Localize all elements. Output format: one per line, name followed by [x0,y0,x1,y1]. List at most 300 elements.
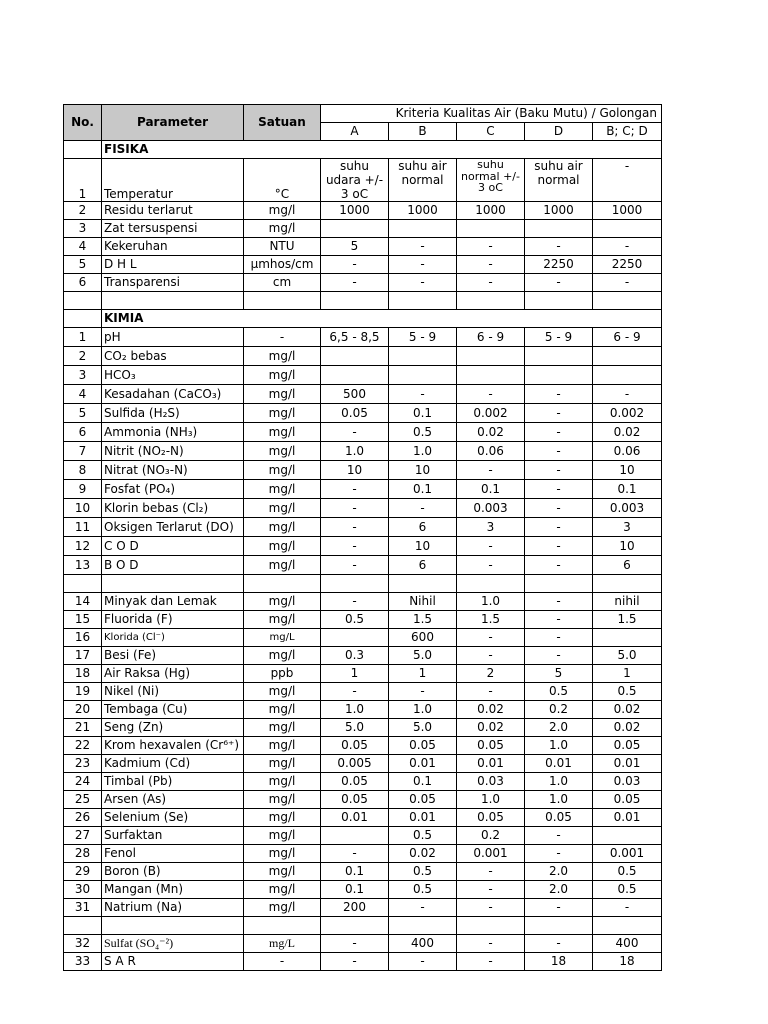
row-parameter: Tembaga (Cu) [102,701,244,719]
value-a: 6,5 - 8,5 [321,328,389,347]
row-parameter: B O D [102,556,244,575]
value-c: - [457,953,525,971]
row-number: 5 [64,256,102,274]
row-number: 7 [64,442,102,461]
row-unit: mg/l [244,791,321,809]
value-d: 5 [525,665,593,683]
value-bcd: 0.03 [593,773,662,791]
value-a: 10 [321,461,389,480]
row-parameter: Klorin bebas (Cl₂) [102,499,244,518]
value-bcd: 6 - 9 [593,328,662,347]
row-parameter: Nikel (Ni) [102,683,244,701]
value-d: - [525,385,593,404]
value-c: - [457,683,525,701]
blank-cell [525,292,593,310]
table-row [64,629,662,647]
value-d: 0.2 [525,701,593,719]
value-d: 1.0 [525,791,593,809]
value-c: 0.02 [457,701,525,719]
row-unit: mg/l [244,845,321,863]
row-number: 22 [64,737,102,755]
value-c: - [457,274,525,292]
table-row [64,755,662,773]
value-b: 6 [389,518,457,537]
value-bcd: - [593,385,662,404]
row-parameter: Fenol [102,845,244,863]
row-number: 4 [64,385,102,404]
value-d: - [525,845,593,863]
blank-cell [457,292,525,310]
row-number: 23 [64,755,102,773]
value-b: 1.0 [389,442,457,461]
row-number: 1 [64,159,102,202]
row-parameter: HCO₃ [102,366,244,385]
row-unit: mg/l [244,881,321,899]
value-c: 1.5 [457,611,525,629]
table-row [64,593,662,611]
value-b: 5.0 [389,719,457,737]
table-row [64,935,662,953]
row-parameter: Nitrit (NO₂-N) [102,442,244,461]
value-a [321,366,389,385]
value-a: - [321,499,389,518]
value-a: - [321,537,389,556]
row-unit: mg/l [244,385,321,404]
row-parameter: Kekeruhan [102,238,244,256]
row-parameter: CO₂ bebas [102,347,244,366]
table-row [64,328,662,347]
table-row [64,518,662,537]
value-bcd: 5.0 [593,647,662,665]
value-bcd [593,347,662,366]
blank-cell [525,917,593,935]
value-a: 0.3 [321,647,389,665]
row-unit: mg/l [244,347,321,366]
row-parameter: Minyak dan Lemak [102,593,244,611]
row-number: 18 [64,665,102,683]
value-b: 0.5 [389,881,457,899]
row-parameter: Boron (B) [102,863,244,881]
blank-cell [593,575,662,593]
value-c: suhu normal +/- 3 oC [457,159,525,202]
value-a: 1000 [321,202,389,220]
value-b [389,347,457,366]
value-b: - [389,683,457,701]
value-b [389,366,457,385]
value-a: - [321,518,389,537]
blank-cell [457,917,525,935]
value-c: - [457,881,525,899]
value-d: 2250 [525,256,593,274]
value-bcd: 1.5 [593,611,662,629]
value-d: - [525,827,593,845]
value-b: 5 - 9 [389,328,457,347]
row-parameter: Seng (Zn) [102,719,244,737]
row-number: 11 [64,518,102,537]
blank-cell [321,292,389,310]
row-unit: mg/l [244,611,321,629]
blank-cell [389,292,457,310]
row-number: 25 [64,791,102,809]
value-b: 0.1 [389,404,457,423]
table-row [64,442,662,461]
value-a: 0.1 [321,863,389,881]
value-c: - [457,556,525,575]
value-b: 0.02 [389,845,457,863]
value-bcd: 0.02 [593,423,662,442]
value-c: - [457,537,525,556]
value-a: 0.05 [321,737,389,755]
value-c: - [457,629,525,647]
value-bcd: 0.003 [593,499,662,518]
section-kimia [64,310,662,328]
value-d: 2.0 [525,719,593,737]
value-b: 1000 [389,202,457,220]
value-b: 1.0 [389,701,457,719]
value-d: - [525,480,593,499]
row-number: 29 [64,863,102,881]
value-bcd: 0.06 [593,442,662,461]
value-c: - [457,647,525,665]
row-unit: mg/l [244,737,321,755]
blank-cell [102,292,244,310]
value-d: - [525,611,593,629]
row-number: 13 [64,556,102,575]
table-row [64,737,662,755]
row-unit: mg/l [244,701,321,719]
value-a: 1.0 [321,442,389,461]
value-a: - [321,423,389,442]
value-d: suhu air normal [525,159,593,202]
value-b: 0.1 [389,773,457,791]
blank-cell [593,917,662,935]
table-row [64,809,662,827]
value-b: Nihil [389,593,457,611]
value-a: 0.05 [321,791,389,809]
table-row [64,881,662,899]
row-unit: mg/l [244,593,321,611]
row-parameter: Residu terlarut [102,202,244,220]
row-parameter: C O D [102,537,244,556]
value-bcd: 6 [593,556,662,575]
value-bcd [593,629,662,647]
row-unit: mg/l [244,220,321,238]
table-row [64,791,662,809]
row-number: 12 [64,537,102,556]
row-number: 9 [64,480,102,499]
table-row [64,611,662,629]
value-c [457,347,525,366]
row-unit: cm [244,274,321,292]
row-parameter: Temperatur [102,159,244,202]
row-number: 14 [64,593,102,611]
value-bcd: 0.002 [593,404,662,423]
row-unit: mg/l [244,202,321,220]
value-d: - [525,499,593,518]
value-b: 0.1 [389,480,457,499]
value-b: - [389,238,457,256]
value-b: 0.05 [389,791,457,809]
row-number: 24 [64,773,102,791]
row-number: 19 [64,683,102,701]
row-unit: ppb [244,665,321,683]
table-row [64,719,662,737]
row-parameter: Nitrat (NO₃-N) [102,461,244,480]
row-unit: mg/l [244,899,321,917]
row-parameter: Kesadahan (CaCO₃) [102,385,244,404]
value-b: suhu air normal [389,159,457,202]
value-c: 1.0 [457,593,525,611]
value-bcd: 2250 [593,256,662,274]
row-unit: mg/l [244,499,321,518]
value-a: - [321,935,389,953]
blank-cell [244,575,321,593]
value-b: - [389,385,457,404]
value-a: 0.1 [321,881,389,899]
value-c: 0.02 [457,719,525,737]
value-c: 0.02 [457,423,525,442]
value-d: 1.0 [525,737,593,755]
value-d: - [525,423,593,442]
row-parameter: Transparensi [102,274,244,292]
blank-cell [102,917,244,935]
table-row [64,385,662,404]
row-unit: mg/l [244,863,321,881]
value-b: 1 [389,665,457,683]
row-number: 26 [64,809,102,827]
row-unit: NTU [244,238,321,256]
value-a: 0.05 [321,773,389,791]
blank-cell [321,575,389,593]
row-parameter: Mangan (Mn) [102,881,244,899]
value-bcd: nihil [593,593,662,611]
water-quality-table [63,104,662,971]
value-d: - [525,404,593,423]
table-row [64,556,662,575]
row-unit: - [244,953,321,971]
value-b: 10 [389,461,457,480]
value-c: 1.0 [457,791,525,809]
value-bcd: 1000 [593,202,662,220]
value-a: 500 [321,385,389,404]
row-parameter: Surfaktan [102,827,244,845]
value-d: - [525,556,593,575]
value-a: 1 [321,665,389,683]
row-parameter: Fluorida (F) [102,611,244,629]
row-number: 16 [64,629,102,647]
value-d: 18 [525,953,593,971]
value-c: 1000 [457,202,525,220]
value-a: suhu udara +/- 3 oC [321,159,389,202]
value-a [321,220,389,238]
value-c: 0.05 [457,809,525,827]
value-bcd: 0.02 [593,719,662,737]
value-a: 200 [321,899,389,917]
table-row [64,899,662,917]
value-d: - [525,274,593,292]
section-title: FISIKA [102,141,662,159]
row-parameter: pH [102,328,244,347]
value-c: 0.003 [457,499,525,518]
row-parameter: Zat tersuspensi [102,220,244,238]
row-number: 32 [64,935,102,953]
row-unit: mg/l [244,423,321,442]
blank-cell [64,575,102,593]
row-unit: mg/l [244,773,321,791]
value-d: - [525,238,593,256]
table-row [64,274,662,292]
header-no: No. [64,105,102,141]
value-a [321,347,389,366]
value-a: - [321,953,389,971]
value-b: 0.05 [389,737,457,755]
value-c [457,220,525,238]
value-d: - [525,899,593,917]
value-a: 1.0 [321,701,389,719]
value-bcd [593,366,662,385]
row-parameter: Besi (Fe) [102,647,244,665]
value-bcd: 0.5 [593,863,662,881]
header-golongan-bcd: B; C; D [593,123,662,141]
value-d: 0.05 [525,809,593,827]
value-c: - [457,461,525,480]
row-unit: mg/l [244,809,321,827]
table-row [64,461,662,480]
value-b: 0.5 [389,863,457,881]
value-d: 1000 [525,202,593,220]
row-number: 6 [64,274,102,292]
value-bcd [593,827,662,845]
value-bcd: 0.02 [593,701,662,719]
value-d: 0.01 [525,755,593,773]
value-a: 0.01 [321,809,389,827]
value-b: - [389,953,457,971]
blank-cell [321,917,389,935]
table-row [64,256,662,274]
row-number: 28 [64,845,102,863]
value-c: 0.06 [457,442,525,461]
value-d: 2.0 [525,863,593,881]
value-c: - [457,238,525,256]
blank-cell [244,292,321,310]
spacer-row [64,292,662,310]
value-b: 6 [389,556,457,575]
row-unit: mg/l [244,537,321,556]
header-kriteria: Kriteria Kualitas Air (Baku Mutu) / Golongan [321,105,662,123]
row-parameter: Klorida (Cl⁻) [102,629,244,647]
row-parameter: D H L [102,256,244,274]
row-parameter: S A R [102,953,244,971]
value-d: 2.0 [525,881,593,899]
value-a: - [321,556,389,575]
value-c [457,366,525,385]
value-bcd: 0.1 [593,480,662,499]
blank-cell [593,292,662,310]
row-unit: mg/l [244,719,321,737]
value-d [525,366,593,385]
row-number: 20 [64,701,102,719]
value-bcd: 10 [593,461,662,480]
value-d: - [525,935,593,953]
value-d: - [525,518,593,537]
blank-cell [244,917,321,935]
value-d: 0.5 [525,683,593,701]
blank-cell [525,575,593,593]
value-b: 600 [389,629,457,647]
row-unit: mg/l [244,755,321,773]
value-d: - [525,461,593,480]
value-bcd: 400 [593,935,662,953]
table-row [64,347,662,366]
value-b: 0.5 [389,423,457,442]
value-b: 5.0 [389,647,457,665]
value-d: 1.0 [525,773,593,791]
table-row [64,701,662,719]
row-unit: mg/l [244,556,321,575]
row-number: 30 [64,881,102,899]
row-unit: mg/l [244,404,321,423]
table-row [64,423,662,442]
row-number: 1 [64,328,102,347]
value-bcd: 0.5 [593,881,662,899]
value-d: - [525,647,593,665]
row-number: 2 [64,202,102,220]
row-unit: mg/l [244,480,321,499]
value-c: - [457,899,525,917]
table-row [64,683,662,701]
header-golongan-d: D [525,123,593,141]
value-d: - [525,442,593,461]
row-unit: mg/l [244,442,321,461]
table-row [64,773,662,791]
blank-cell [389,575,457,593]
value-bcd: 0.05 [593,737,662,755]
value-b: - [389,256,457,274]
row-number: 21 [64,719,102,737]
value-bcd: 0.01 [593,809,662,827]
row-parameter: Arsen (As) [102,791,244,809]
value-bcd: - [593,274,662,292]
row-parameter: Kadmium (Cd) [102,755,244,773]
section-title: KIMIA [102,310,662,328]
row-unit: °C [244,159,321,202]
value-a: - [321,683,389,701]
value-a [321,629,389,647]
row-number: 3 [64,366,102,385]
value-c: 0.05 [457,737,525,755]
value-c: - [457,863,525,881]
blank-cell [102,575,244,593]
value-b: 0.01 [389,809,457,827]
blank-cell [64,917,102,935]
header-golongan-c: C [457,123,525,141]
row-number: 31 [64,899,102,917]
row-unit: mg/L [244,629,321,647]
value-c: 0.03 [457,773,525,791]
value-a: - [321,256,389,274]
table-row [64,647,662,665]
value-b: 0.01 [389,755,457,773]
row-parameter: Sulfida (H₂S) [102,404,244,423]
row-number: 5 [64,404,102,423]
header-satuan: Satuan [244,105,321,141]
section-fisika [64,141,662,159]
row-number: 4 [64,238,102,256]
value-a: 0.05 [321,404,389,423]
value-a [321,827,389,845]
value-c: - [457,935,525,953]
blank-cell [389,917,457,935]
